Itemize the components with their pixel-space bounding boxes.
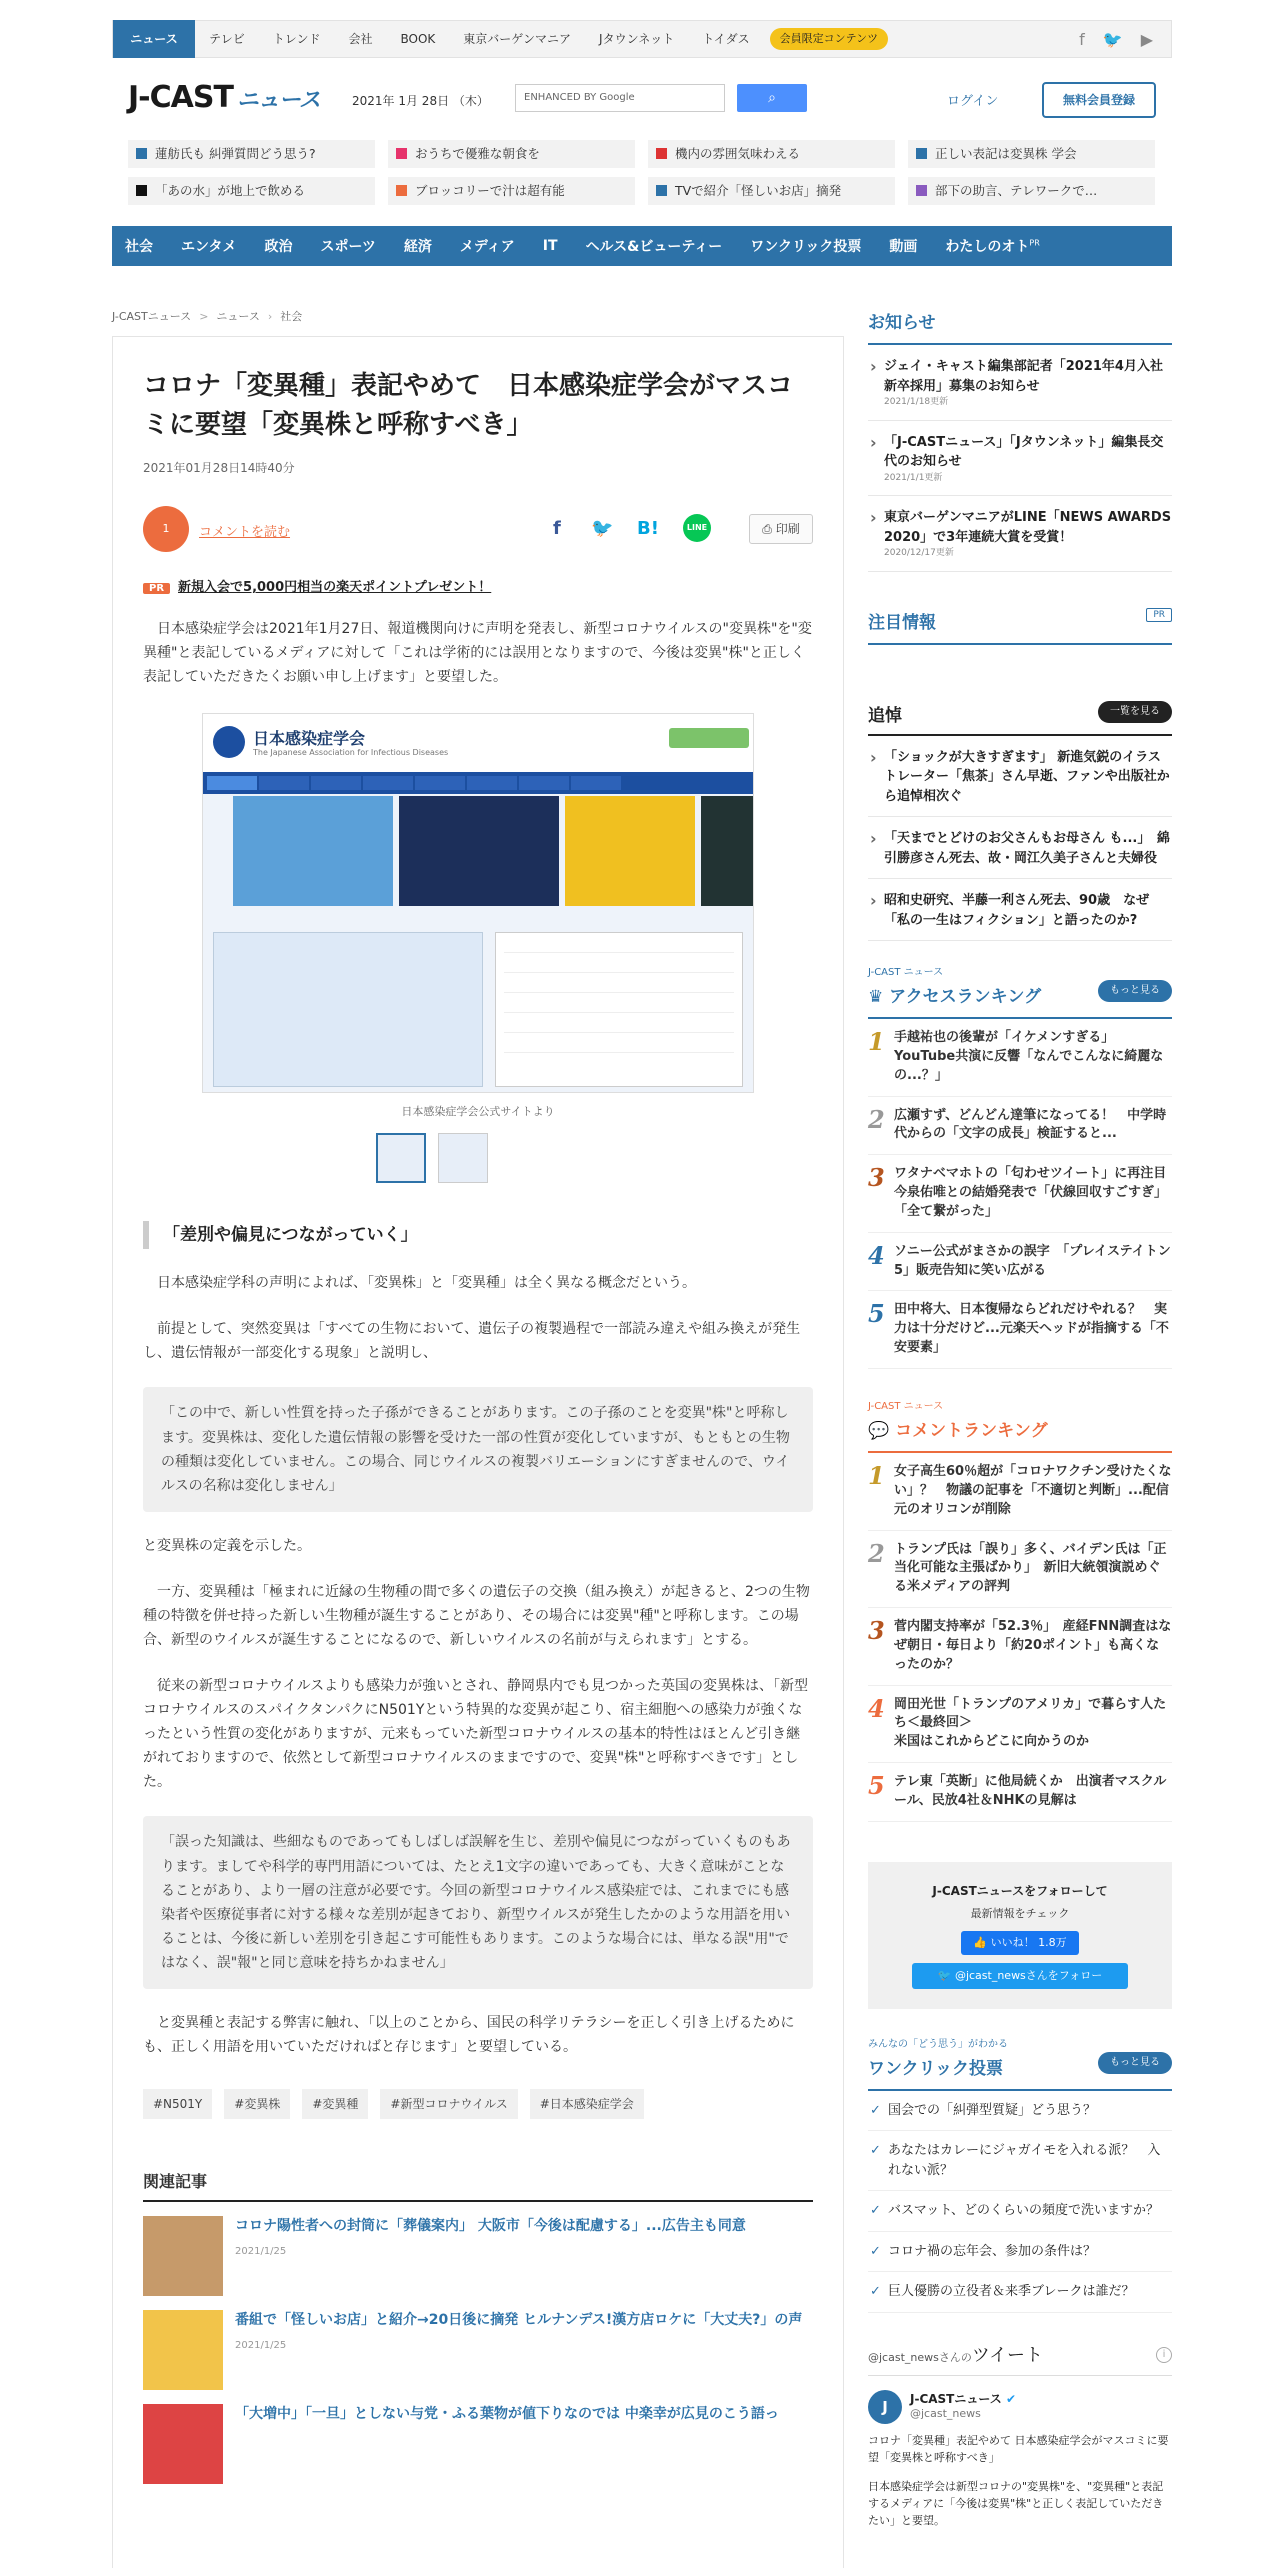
square-icon bbox=[916, 185, 927, 196]
square-icon bbox=[136, 185, 147, 196]
cat-entame[interactable]: エンタメ bbox=[181, 239, 237, 255]
info-icon[interactable]: i bbox=[1156, 2347, 1172, 2363]
cat-sports[interactable]: スポーツ bbox=[320, 239, 376, 255]
image-caption: 日本感染症学会公式サイトより bbox=[401, 1105, 555, 1119]
twitter-icon: 🐦 bbox=[937, 1968, 955, 1982]
tag-list bbox=[143, 2089, 813, 2119]
follow-box: J-CASTニュースをフォローして 最新情報をチェック 👍 いいね！ 1.8万 🐦 @jcast_newsさんをフォロー bbox=[868, 1862, 1172, 2009]
pickup-item[interactable]: 部下の助言、テレワークで… bbox=[908, 177, 1155, 205]
top-nav bbox=[112, 20, 1172, 58]
share-bar bbox=[143, 506, 813, 554]
square-icon bbox=[396, 185, 407, 196]
access-subheading: J-CAST ニュース bbox=[868, 967, 944, 978]
site-header bbox=[112, 70, 1172, 130]
notice-heading: お知らせ bbox=[868, 308, 1172, 345]
tag[interactable]: #日本感染症学会 bbox=[530, 2089, 644, 2119]
tweet-card[interactable]: J J-CASTニュース ✔ @jcast_news コロナ「変異種」表記やめて 日本感染症学会がマスコミに要望「変異株と呼称すべき」 日本感染症学会は新型コロナの"変異株"を、"変異種"と表記するメディアに「今後は変異"株"と正しく表記していただきたい」と要望。 bbox=[868, 2391, 1169, 2527]
vote-list bbox=[868, 2091, 1172, 2313]
paragraph: と変異株の定義を示した。 bbox=[143, 1537, 311, 1554]
ranking-item[interactable]: 3 ワタナベマホトの「匂わせツイート」に再注目 今泉佑唯との結婚発表で「伏線回収すごすぎ」「全て繋がった」 bbox=[868, 1155, 1172, 1233]
ranking-item[interactable]: 5 田中将大、日本復帰ならどれだけやれる？ 実力は十分だけど...元楽天ヘッドが指摘する「不安要素」 bbox=[868, 1291, 1172, 1369]
printer-icon: ⎙ bbox=[762, 522, 776, 536]
notice-item[interactable]: › 「J-CASTニュース」「Jタウンネット」編集長交代のお知らせ 2021/1/1更新 bbox=[868, 421, 1172, 497]
avatar: J bbox=[868, 2390, 902, 2424]
topnav-toidas[interactable]: トイダス bbox=[702, 32, 750, 46]
ranking-item[interactable]: 4 ソニー公式がまさかの誤字 「プレイステイトン5」販売告知に笑い広がる bbox=[868, 1233, 1172, 1292]
line-share-icon[interactable]: LINE bbox=[683, 514, 711, 542]
search-icon: ⌕ bbox=[768, 90, 776, 106]
related-article[interactable]: コロナ陽性者への封筒に「葬儀案内」 大阪市「今後は配慮する」...広告主も同意 2021/1/25 bbox=[143, 2216, 813, 2296]
attention-heading: 注目情報 PR bbox=[868, 608, 1172, 645]
jaid-logo-icon bbox=[213, 726, 245, 758]
breadcrumb-society[interactable]: 社会 bbox=[280, 310, 303, 323]
related-thumbnail bbox=[143, 2404, 223, 2484]
read-comments-link[interactable]: コメントを読む bbox=[199, 525, 291, 540]
paragraph: 日本感染症学会は2021年1月27日、報道機関向けに声明を発表し、新型コロナウイルスの"変異株"を"変異種"と表記しているメディアに対して「これは学術的には誤用となりますので、今後は変異"株"と正しく表記していただきたくお願い申し上げます」と要望した。 bbox=[143, 621, 812, 686]
pickup-item[interactable]: 蓮舫氏も 糾弾質問どう思う? bbox=[128, 140, 375, 168]
pr-badge: PR bbox=[1146, 608, 1172, 622]
search-button[interactable] bbox=[737, 84, 807, 112]
related-thumbnail bbox=[143, 2216, 223, 2296]
pickup-item[interactable]: 機内の雰囲気味わえる bbox=[648, 140, 895, 168]
cat-vote[interactable]: ワンクリック投票 bbox=[750, 239, 862, 255]
social-links bbox=[1079, 30, 1171, 49]
paragraph: 日本感染症学科の声明によれば、「変異株」と「変異種」は全く異なる概念だという。 bbox=[157, 1275, 696, 1292]
obituary-heading: 追悼 一覧を見る bbox=[868, 701, 1172, 736]
youtube-icon[interactable]: ▶ bbox=[1140, 29, 1153, 49]
comment-count-icon[interactable]: 1 bbox=[143, 506, 189, 552]
tag[interactable]: #N501Y bbox=[143, 2089, 212, 2119]
vote-item[interactable]: ✓ バスマット、どのくらいの頻度で洗いますか？ bbox=[868, 2191, 1172, 2232]
article-image[interactable]: 日本感染症学会 The Japanese Association for Infectious Diseases bbox=[202, 713, 754, 1093]
topnav-news[interactable]: ニュース bbox=[113, 20, 195, 58]
article-title: コロナ「変異種」表記やめて 日本感染症学会がマスコミに要望「変異株と呼称すべき」 bbox=[143, 371, 794, 440]
related-article[interactable]: 番組で「怪しいお店」と紹介→20日後に摘発 ヒルナンデス!漢方店ロケに「大丈夫?」の声 2021/1/25 bbox=[143, 2310, 813, 2390]
pickup-item[interactable]: TVで紹介「怪しいお店」摘発 bbox=[648, 177, 895, 205]
topnav-tv[interactable]: テレビ bbox=[209, 32, 245, 46]
paragraph: 前提として、突然変異は「すべての生物において、遺伝子の複製過程で一部読み違えや組み換えが発生し、遺伝情報が一部変化する現象」と説明し、 bbox=[143, 1321, 801, 1362]
ranking-item[interactable]: 2 広瀬すず、どんどん達筆になってる！ 中学時代からの「文字の成長」検証すると... bbox=[868, 1097, 1172, 1156]
paragraph: 一方、変異種は「極まれに近縁の生物種の間で多くの遺伝子の交換（組み換え）が起きると、2つの生物種の特徴を併せ持った新しい生物種が誕生することがあり、その場合には変異"種"と呼称します。この場合、新型のウイルスが誕生することになるので、新しいウイルスの名前が与えられます」とする。 bbox=[143, 1583, 810, 1649]
twitter-follow-button[interactable]: 🐦 @jcast_newsさんをフォロー bbox=[912, 1963, 1128, 1989]
vote-subheading: みんなの「どう思う」がわかる bbox=[868, 2038, 1008, 2050]
ranking-item[interactable]: 4 岡田光世「トランプのアメリカ」で暮らす人たち＜最終回＞ 米国はこれからどこに向かうのか bbox=[868, 1686, 1172, 1764]
twitter-icon[interactable]: 🐦 bbox=[1102, 29, 1123, 49]
facebook-share-icon[interactable]: f bbox=[553, 518, 561, 539]
related-heading: 関連記事 bbox=[143, 2169, 813, 2202]
pickup-item[interactable]: 正しい表記は変異株 学会 bbox=[908, 140, 1155, 168]
notice-list bbox=[868, 345, 1172, 572]
pickup-item[interactable]: 「あの水」が地上で飲める bbox=[128, 177, 375, 205]
current-date: 2021年 1月 28日 （木） bbox=[352, 94, 489, 108]
cat-media[interactable]: メディア bbox=[459, 239, 515, 255]
square-icon bbox=[656, 185, 667, 196]
cat-politics[interactable]: 政治 bbox=[264, 239, 293, 255]
cat-economy[interactable]: 経済 bbox=[403, 239, 432, 255]
quote-block: 「誤った知識は、些細なものであってもしばしば誤解を生じ、差別や偏見につながっていくものもあります。ましてや科学的専門用語については、たとえ1文字の違いであっても、大きく意味がことなることがあり、より一層の注意が必要です。今回の新型コロナウイルス感染症では、これまでにも感染者や医療従事者に対する様々な差別が起きており、新型ウイルスが発生したかのような用語を用いることは、今後に新しい差別を引き起こす可能性もあります。このような場合には、単なる誤"用"ではなく、誤"報"と同じ意味を持ちかねません」 bbox=[143, 1816, 813, 1988]
comment-ranking-heading: 💬 コメントランキング bbox=[868, 1416, 1172, 1453]
square-icon bbox=[656, 148, 667, 159]
topnav-book[interactable]: BOOK bbox=[400, 32, 436, 46]
topnav-bargain[interactable]: 東京バーゲンマニア bbox=[463, 32, 572, 46]
tag[interactable]: #変異株 bbox=[224, 2089, 290, 2119]
pr-badge: PR bbox=[143, 583, 170, 594]
vote-item[interactable]: ✓ 国会での「糾弾型質疑」どう思う？ bbox=[868, 2091, 1172, 2132]
image-thumbnails bbox=[51, 1133, 813, 1183]
thumbnail[interactable] bbox=[376, 1133, 426, 1183]
ranking-item[interactable]: 1 手越祐也の後輩が「イケメンすぎる」 YouTube共演に反響「なんでこんなに綺麗なの...？」 bbox=[868, 1019, 1172, 1097]
category-nav bbox=[112, 226, 1172, 266]
cat-health[interactable]: ヘルス&ビューティー bbox=[585, 239, 723, 255]
hatena-share-icon[interactable]: B! bbox=[637, 518, 659, 539]
notice-item[interactable]: › 東京バーゲンマニアがLINE「NEWS AWARDS 2020」で3年連続大賞を受賞！ 2020/12/17更新 bbox=[868, 496, 1172, 572]
vote-item[interactable]: ✓ あなたはカレーにジャガイモを入れる派？ 入れない派？ bbox=[868, 2131, 1172, 2191]
square-icon bbox=[136, 148, 147, 159]
notice-item[interactable]: › ジェイ・キャスト編集部記者「2021年4月入社新卒採用」募集のお知らせ 2021/1/18更新 bbox=[868, 345, 1172, 421]
paragraph: と変異種と表記する弊害に触れ、「以上のことから、国民の科学リテラシーを正しく引き上げるためにも、正しく用語を用いていただければと存じます」と要望している。 bbox=[143, 2014, 795, 2056]
login-link[interactable]: ログイン bbox=[947, 94, 999, 109]
ranking-item[interactable]: 3 菅内閣支持率が「52.3％」 産経FNN調査はなぜ朝日・毎日より「約20ポイント」も高くなったのか？ bbox=[868, 1608, 1172, 1686]
section-heading: 「差別や偏見につながっていく」 bbox=[143, 1221, 813, 1249]
square-icon bbox=[916, 148, 927, 159]
site-logo[interactable]: J-CAST ニュース bbox=[128, 80, 320, 115]
comment-subheading: J-CAST ニュース bbox=[868, 1400, 944, 1412]
pickup-links bbox=[128, 140, 1156, 205]
tweets-heading: @jcast_newsさんのツイート i bbox=[868, 2341, 1172, 2376]
topnav-trend[interactable]: トレンド bbox=[272, 32, 321, 46]
tag[interactable]: #新型コロナウイルス bbox=[380, 2089, 517, 2119]
comment-bubble-icon: 💬 bbox=[868, 1420, 896, 1441]
ranking-item[interactable]: 1 女子高生60％超が「コロナワクチン受けたくない」？ 物議の記事を「不適切と判断」...配信元のオリコンが削除 bbox=[868, 1453, 1172, 1531]
topnav-jtown[interactable]: Jタウンネット bbox=[599, 32, 675, 46]
vote-heading: ワンクリック投票 もっと見る bbox=[868, 2054, 1172, 2091]
vote-more-button[interactable]: もっと見る bbox=[1098, 2052, 1172, 2074]
pickup-item[interactable]: おうちで優雅な朝食を bbox=[388, 140, 635, 168]
register-button[interactable]: 無料会員登録 bbox=[1042, 82, 1156, 118]
crown-icon: ♛ bbox=[868, 987, 890, 1007]
obituary-item[interactable]: › 「ショックが大きすぎます」 新進気鋭のイラストレーター「焦茶」さん早逝、ファンや出版社から追悼相次ぐ bbox=[868, 736, 1172, 818]
cat-it[interactable]: IT bbox=[542, 238, 558, 254]
article-column bbox=[112, 336, 844, 2568]
obituary-more-button[interactable]: 一覧を見る bbox=[1098, 701, 1172, 723]
related-article[interactable]: 「大増中」「一旦」としない与党・ふる葉物が値下りなのでは 中楽幸が広見のこう語っ bbox=[143, 2404, 813, 2484]
obituary-item[interactable]: › 昭和史研究、半藤一利さん死去、90歳 なぜ「私の一生はフィクション」と語ったのか? bbox=[868, 879, 1172, 941]
related-thumbnail bbox=[143, 2310, 223, 2390]
access-ranking-heading: ♛ アクセスランキング もっと見る bbox=[868, 982, 1172, 1019]
thumbs-up-icon: 👍 bbox=[973, 1935, 991, 1949]
breadcrumb-news[interactable]: ニュース bbox=[216, 310, 260, 323]
quote-block: 「この中で、新しい性質を持った子孫ができることがあります。この子孫のことを変異"株"と呼称します。変異株は、変化した遺伝情報の影響を受けた一部の性質が変化していますが、もともとの生物の種類は変化していません。この場合、同じウイルスの複製バリエーションにすぎませんので、ウイルスの名称は変化しません」 bbox=[143, 1387, 813, 1511]
vote-item[interactable]: ✓ 巨人優勝の立役者＆来季ブレークは誰だ？ bbox=[868, 2272, 1172, 2313]
obituary-item[interactable]: › 「天までとどけのお父さんもお母さん も...」 綿引勝彦さん死去、故・岡江久美子さんと夫婦役 bbox=[868, 817, 1172, 879]
square-icon bbox=[396, 148, 407, 159]
pickup-item[interactable]: ブロッコリーで汁は超有能 bbox=[388, 177, 635, 205]
member-content-button[interactable]: 会員限定コンテンツ bbox=[770, 28, 888, 50]
access-ranking-list bbox=[868, 1019, 1180, 1369]
pr-link[interactable]: PR 新規入会で5,000円相当の楽天ポイントプレゼント！ bbox=[143, 576, 813, 595]
breadcrumb: J-CASTニュース > ニュース › 社会 bbox=[112, 310, 303, 323]
comment-ranking-list bbox=[868, 1453, 1172, 1822]
article-date: 2021年01月28日14時40分 bbox=[143, 461, 295, 475]
thumbnail[interactable] bbox=[438, 1133, 488, 1183]
twitter-share-icon[interactable]: 🐦 bbox=[591, 518, 614, 539]
print-button[interactable]: ⎙ 印刷 bbox=[749, 514, 813, 544]
cat-video[interactable]: 動画 bbox=[889, 239, 918, 255]
facebook-like-button[interactable]: 👍 いいね！ 1.8万 bbox=[961, 1931, 1078, 1955]
ranking-item[interactable]: 2 トランプ氏は「誤り」多く、バイデン氏は「正当化可能な主張ばかり」 新旧大統領演説めぐる米メディアの評判 bbox=[868, 1531, 1172, 1609]
search-input[interactable]: ENHANCED BY Google bbox=[515, 84, 725, 112]
cat-watashi[interactable]: わたしのオト$^{PR}$ bbox=[945, 238, 1040, 255]
breadcrumb-home[interactable]: J-CASTニュース bbox=[112, 310, 192, 323]
cat-society[interactable]: 社会 bbox=[125, 239, 153, 255]
facebook-icon[interactable]: f bbox=[1079, 29, 1085, 49]
ranking-item[interactable]: 5 テレ東「英断」に他局続くか 出演者マスクルール、民放4社＆NHKの見解は bbox=[868, 1763, 1172, 1822]
vote-item[interactable]: ✓ コロナ禍の忘年会、参加の条件は？ bbox=[868, 2232, 1172, 2273]
sidebar bbox=[868, 308, 1180, 2529]
tag[interactable]: #変異種 bbox=[302, 2089, 368, 2119]
topnav-company[interactable]: 会社 bbox=[348, 32, 373, 46]
verified-icon: ✔ bbox=[1005, 2391, 1017, 2406]
access-more-button[interactable]: もっと見る bbox=[1098, 980, 1172, 1002]
obituary-list bbox=[868, 736, 1172, 942]
paragraph: 従来の新型コロナウイルスよりも感染力が強いとされ、静岡県内でも見つかった英国の変異株は、「新型コロナウイルスのスパイクタンパクにN501Yという特異的な変異が起こり、宿主細胞への感染力が強くなったという性質の変化がありますが、元来もっていた新型コロナウイルスの基本的特性はほとんど引き継がれておりますので、依然として新型コロナウイルスのままですので、変異"株"と呼称すべきです」とした。 bbox=[143, 1678, 808, 1791]
